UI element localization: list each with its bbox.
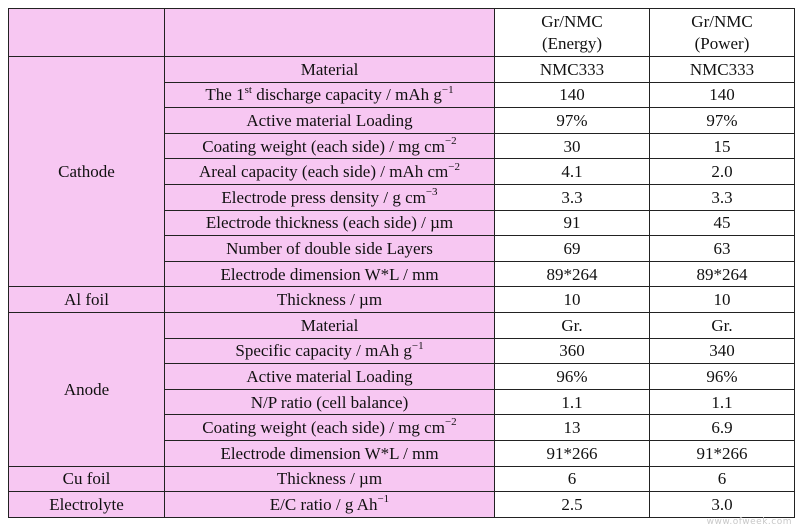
- header-energy: [495, 9, 650, 57]
- label-superscript: −2: [444, 134, 457, 147]
- param-label: Material: [165, 57, 495, 83]
- value-energy: 91*266: [495, 440, 650, 466]
- param-label: [165, 338, 495, 364]
- value-energy: 2.5: [495, 492, 650, 518]
- value-power: 1.1: [650, 389, 795, 415]
- value-power: 2.0: [650, 159, 795, 185]
- label-superscript: −1: [411, 339, 424, 352]
- value-power: 97%: [650, 108, 795, 134]
- label-part: The 1: [205, 85, 245, 105]
- value-energy: 91: [495, 210, 650, 236]
- group-electrolyte: Electrolyte: [9, 492, 165, 518]
- value-energy: 6: [495, 466, 650, 492]
- param-label: [165, 82, 495, 108]
- value-energy: 3.3: [495, 184, 650, 210]
- param-label: Active material Loading: [165, 108, 495, 134]
- label-superscript: −2: [444, 416, 457, 429]
- label-superscript: −1: [441, 83, 454, 96]
- header-parameter-cell: [165, 9, 495, 57]
- header-power-line1: Gr/NMC: [691, 12, 753, 32]
- group-anode: Anode: [9, 312, 165, 466]
- value-power: Gr.: [650, 312, 795, 338]
- header-group-cell: [9, 9, 165, 57]
- table-row: [9, 466, 795, 492]
- value-power: 6: [650, 466, 795, 492]
- value-power: 45: [650, 210, 795, 236]
- table-row: [9, 57, 795, 83]
- value-energy: 97%: [495, 108, 650, 134]
- value-power: 91*266: [650, 440, 795, 466]
- param-label: Material: [165, 312, 495, 338]
- group-cu-foil: Cu foil: [9, 466, 165, 492]
- label-part: Coating weight (each side) / mg cm: [202, 418, 445, 438]
- spec-table: [8, 8, 795, 518]
- value-energy: 13: [495, 415, 650, 441]
- label-part: Coating weight (each side) / mg cm: [202, 136, 445, 156]
- value-energy: 1.1: [495, 389, 650, 415]
- value-power: 15: [650, 133, 795, 159]
- header-energy-line1: Gr/NMC: [541, 12, 603, 32]
- label-part: Areal capacity (each side) / mAh cm: [199, 162, 449, 182]
- label-superscript: −2: [448, 160, 460, 173]
- value-energy: 4.1: [495, 159, 650, 185]
- label-part: Electrode press density / g cm: [221, 187, 426, 207]
- param-label: Electrode dimension W*L / mm: [165, 261, 495, 287]
- watermark: www.ofweek.com: [706, 517, 792, 527]
- value-energy: 10: [495, 287, 650, 313]
- value-power: 96%: [650, 364, 795, 390]
- value-power: 3.0: [650, 492, 795, 518]
- param-label: [165, 415, 495, 441]
- table-row: [9, 492, 795, 518]
- value-power: NMC333: [650, 57, 795, 83]
- param-label: Electrode dimension W*L / mm: [165, 440, 495, 466]
- header-power-line2: (Power): [694, 33, 750, 53]
- table-row: [9, 287, 795, 313]
- value-energy: 360: [495, 338, 650, 364]
- value-energy: 30: [495, 133, 650, 159]
- param-label: [165, 133, 495, 159]
- value-energy: 140: [495, 82, 650, 108]
- param-label: Number of double side Layers: [165, 236, 495, 262]
- table-row: [9, 312, 795, 338]
- value-energy: 96%: [495, 364, 650, 390]
- param-label: [165, 184, 495, 210]
- value-power: 6.9: [650, 415, 795, 441]
- value-power: 3.3: [650, 184, 795, 210]
- param-label: Thickness / µm: [165, 287, 495, 313]
- label-part: Specific capacity / mAh g: [235, 341, 412, 361]
- param-label: Active material Loading: [165, 364, 495, 390]
- param-label: [165, 159, 495, 185]
- value-energy: 89*264: [495, 261, 650, 287]
- label-superscript: −3: [425, 186, 438, 199]
- value-power: 340: [650, 338, 795, 364]
- value-energy: Gr.: [495, 312, 650, 338]
- param-label: N/P ratio (cell balance): [165, 389, 495, 415]
- header-row: [9, 9, 795, 57]
- param-label: [165, 492, 495, 518]
- header-power: [650, 9, 795, 57]
- value-power: 140: [650, 82, 795, 108]
- header-energy-line2: (Energy): [541, 33, 603, 53]
- label-part: E/C ratio / g Ah: [269, 494, 378, 514]
- param-label: Electrode thickness (each side) / µm: [165, 210, 495, 236]
- value-energy: NMC333: [495, 57, 650, 83]
- param-label: Thickness / µm: [165, 466, 495, 492]
- value-power: 10: [650, 287, 795, 313]
- group-cathode: Cathode: [9, 57, 165, 287]
- label-part: discharge capacity / mAh g: [251, 85, 442, 105]
- label-superscript: −1: [377, 493, 390, 506]
- label-superscript: st: [244, 83, 252, 96]
- value-energy: 69: [495, 236, 650, 262]
- group-al-foil: Al foil: [9, 287, 165, 313]
- value-power: 89*264: [650, 261, 795, 287]
- value-power: 63: [650, 236, 795, 262]
